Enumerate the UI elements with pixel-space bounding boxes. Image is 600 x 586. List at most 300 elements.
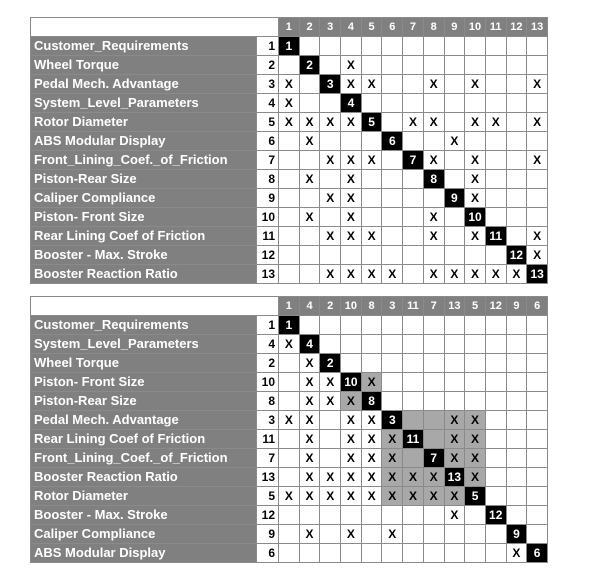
column-header-row [31,18,548,37]
matrix-cell [403,189,424,208]
matrix-cell [299,316,320,335]
dependency-mark: X [341,449,362,468]
dependency-mark: X [382,525,403,544]
dependency-mark: X [299,170,320,189]
row-number: 7 [257,151,279,170]
matrix-cell [527,189,548,208]
row-number: 11 [257,227,279,246]
row-number: 3 [257,411,279,430]
matrix-cell [506,335,527,354]
matrix-row [31,113,548,132]
matrix-row [31,392,548,411]
matrix-cell [320,94,341,113]
dependency-mark: X [465,75,486,94]
diagonal-cell: 13 [444,468,465,487]
row-parameter-name: Rear Lining Coef of Friction [31,227,257,246]
dependency-mark: X [279,94,300,113]
matrix-cell [423,37,444,56]
matrix-cell [465,56,486,75]
row-number: 2 [257,354,279,373]
matrix-cell [403,208,424,227]
row-parameter-name: Piston-Rear Size [31,170,257,189]
row-parameter-name: System_Level_Parameters [31,335,257,354]
row-parameter-name: Piston-Rear Size [31,392,257,411]
matrix-row [31,75,548,94]
matrix-cell [320,170,341,189]
dependency-mark: X [341,56,362,75]
matrix-cell [403,506,424,525]
matrix-cell [279,132,300,151]
dependency-mark: X [361,265,382,284]
matrix-cell [506,113,527,132]
row-parameter-name: Pedal Mech. Advantage [31,411,257,430]
dependency-mark: X [527,246,548,265]
dependency-mark: X [423,265,444,284]
matrix-row [31,316,548,335]
matrix-cell [403,449,424,468]
column-header: 4 [341,18,362,37]
matrix-row [31,487,548,506]
row-parameter-name: ABS Modular Display [31,544,257,563]
matrix-cell [279,56,300,75]
matrix-cell [382,506,403,525]
matrix-cell [444,544,465,563]
dependency-mark: X [527,151,548,170]
matrix-cell [485,189,506,208]
matrix-cell [403,170,424,189]
matrix-cell [279,449,300,468]
matrix-row [31,354,548,373]
matrix-cell [527,170,548,189]
column-header: 9 [444,18,465,37]
matrix-row [31,208,548,227]
dependency-mark: X [299,208,320,227]
matrix-row [31,246,548,265]
matrix-cell [506,373,527,392]
dependency-mark: X [361,449,382,468]
matrix-cell [403,37,424,56]
matrix-cell [320,544,341,563]
matrix-cell [444,37,465,56]
dependency-mark: X [382,265,403,284]
matrix-cell [527,392,548,411]
row-number: 2 [257,56,279,75]
dsm-matrix-original [30,17,548,284]
matrix-cell [341,316,362,335]
column-header: 1 [279,18,300,37]
row-parameter-name: Caliper Compliance [31,525,257,544]
matrix-cell [279,189,300,208]
matrix-cell [527,316,548,335]
row-number: 9 [257,525,279,544]
matrix-cell [403,316,424,335]
matrix-row [31,506,548,525]
diagonal-cell: 7 [403,151,424,170]
dependency-mark: X [382,449,403,468]
dependency-mark: X [279,411,300,430]
matrix-cell [527,468,548,487]
row-number: 5 [257,113,279,132]
row-number: 8 [257,392,279,411]
row-parameter-name: Rotor Diameter [31,487,257,506]
matrix-cell [279,170,300,189]
row-number: 9 [257,189,279,208]
matrix-row [31,37,548,56]
diagonal-cell: 3 [320,75,341,94]
dependency-mark: X [527,227,548,246]
matrix-cell [382,335,403,354]
dependency-mark: X [423,75,444,94]
dependency-mark: X [279,335,300,354]
row-parameter-name: Front_Lining_Coef._of_Friction [31,449,257,468]
matrix-cell [506,208,527,227]
dependency-mark: X [423,227,444,246]
matrix-row [31,189,548,208]
matrix-cell [361,189,382,208]
matrix-cell [527,506,548,525]
row-parameter-name: Wheel Torque [31,354,257,373]
dependency-mark: X [485,265,506,284]
matrix-cell [299,189,320,208]
dependency-mark: X [527,113,548,132]
dependency-mark: X [320,373,341,392]
matrix-cell [444,354,465,373]
matrix-cell [382,189,403,208]
matrix-cell [361,316,382,335]
row-parameter-name: Caliper Compliance [31,189,257,208]
matrix-cell [299,265,320,284]
matrix-cell [279,208,300,227]
column-header: 5 [361,18,382,37]
matrix-cell [403,335,424,354]
matrix-cell [382,56,403,75]
diagonal-cell: 10 [341,373,362,392]
matrix-cell [485,468,506,487]
matrix-cell [403,227,424,246]
dependency-mark: X [341,170,362,189]
matrix-cell [485,94,506,113]
matrix-cell [506,487,527,506]
matrix-cell [361,506,382,525]
matrix-cell [320,506,341,525]
matrix-cell [279,468,300,487]
column-header: 3 [320,18,341,37]
column-header: 6 [527,297,548,316]
dependency-mark: X [444,487,465,506]
dependency-mark: X [299,373,320,392]
matrix-cell [506,56,527,75]
matrix-row [31,411,548,430]
matrix-cell [320,430,341,449]
matrix-cell [423,373,444,392]
column-header: 8 [423,18,444,37]
dependency-mark: X [320,227,341,246]
row-parameter-name: Piston- Front Size [31,208,257,227]
matrix-cell [527,208,548,227]
dependency-mark: X [299,392,320,411]
matrix-cell [320,37,341,56]
dependency-mark: X [465,151,486,170]
diagonal-cell: 8 [361,392,382,411]
row-number: 5 [257,487,279,506]
dependency-mark: X [341,411,362,430]
diagonal-cell: 3 [382,411,403,430]
dependency-mark: X [299,430,320,449]
dependency-mark: X [382,487,403,506]
matrix-cell [382,208,403,227]
dependency-mark: X [299,449,320,468]
matrix-row [31,56,548,75]
dependency-mark: X [423,208,444,227]
row-number: 12 [257,246,279,265]
dsm-matrix-clustered [30,296,548,563]
matrix-cell [527,132,548,151]
matrix-cell [299,37,320,56]
matrix-cell [485,132,506,151]
diagonal-cell: 4 [341,94,362,113]
matrix-cell [403,392,424,411]
row-parameter-name: Wheel Torque [31,56,257,75]
matrix-cell [423,56,444,75]
row-number: 10 [257,373,279,392]
matrix-row [31,525,548,544]
matrix-cell [320,56,341,75]
matrix-cell [465,544,486,563]
matrix-cell [506,94,527,113]
matrix-cell [382,94,403,113]
matrix-cell [527,354,548,373]
matrix-cell [485,316,506,335]
dependency-mark: X [465,265,486,284]
matrix-cell [485,411,506,430]
matrix-cell [423,544,444,563]
matrix-cell [361,170,382,189]
diagonal-cell: 9 [444,189,465,208]
matrix-cell [527,487,548,506]
matrix-cell [403,246,424,265]
dependency-mark: X [465,170,486,189]
matrix-cell [506,189,527,208]
dependency-mark: X [299,132,320,151]
row-parameter-name: Rotor Diameter [31,113,257,132]
matrix-cell [506,132,527,151]
matrix-cell [403,544,424,563]
matrix-cell [361,208,382,227]
row-parameter-name: Front_Lining_Coef._of_Friction [31,151,257,170]
column-header: 5 [465,297,486,316]
matrix-cell [485,544,506,563]
matrix-cell [485,354,506,373]
matrix-cell [299,506,320,525]
matrix-cell [485,170,506,189]
row-number: 10 [257,208,279,227]
matrix-cell [465,392,486,411]
matrix-cell [444,151,465,170]
matrix-cell [465,354,486,373]
matrix-cell [485,208,506,227]
matrix-cell [506,468,527,487]
row-number: 4 [257,335,279,354]
matrix-cell [444,392,465,411]
dependency-mark: X [361,227,382,246]
row-number: 8 [257,170,279,189]
matrix-cell [403,94,424,113]
row-number: 11 [257,430,279,449]
matrix-cell [485,151,506,170]
diagonal-cell: 6 [382,132,403,151]
dependency-mark: X [341,430,362,449]
matrix-cell [320,132,341,151]
row-parameter-name: Rear Lining Coef of Friction [31,430,257,449]
matrix-cell [361,56,382,75]
matrix-cell [341,335,362,354]
dependency-mark: X [341,468,362,487]
dependency-mark: X [341,265,362,284]
matrix-cell [403,132,424,151]
column-header: 6 [382,18,403,37]
matrix-cell [403,525,424,544]
dependency-mark: X [506,265,527,284]
dependency-mark: X [403,468,424,487]
dependency-mark: X [341,75,362,94]
matrix-cell [527,37,548,56]
dependency-mark: X [527,75,548,94]
dependency-mark: X [506,544,527,563]
matrix-cell [444,170,465,189]
matrix-cell [465,373,486,392]
dependency-mark: X [279,113,300,132]
matrix-cell [506,37,527,56]
matrix-row [31,170,548,189]
dependency-mark: X [361,75,382,94]
matrix-row [31,468,548,487]
matrix-cell [382,544,403,563]
dependency-mark: X [465,430,486,449]
matrix-row [31,132,548,151]
row-number: 3 [257,75,279,94]
matrix-cell [444,227,465,246]
matrix-cell [361,94,382,113]
matrix-cell [382,170,403,189]
dependency-mark: X [465,449,486,468]
matrix-cell [506,151,527,170]
dependency-mark: X [361,487,382,506]
column-header: 3 [382,297,403,316]
matrix-cell [279,544,300,563]
column-header-row [31,297,548,316]
diagonal-cell: 11 [403,430,424,449]
matrix-cell [361,335,382,354]
row-parameter-name: ABS Modular Display [31,132,257,151]
matrix-cell [506,449,527,468]
matrix-cell [299,94,320,113]
matrix-cell [423,316,444,335]
matrix-cell [361,354,382,373]
matrix-cell [485,56,506,75]
matrix-cell [506,354,527,373]
column-header: 11 [485,18,506,37]
matrix-corner [31,18,279,37]
column-header: 7 [403,18,424,37]
matrix-cell [320,246,341,265]
matrix-cell [403,265,424,284]
matrix-cell [485,430,506,449]
matrix-cell [382,354,403,373]
matrix-cell [361,544,382,563]
column-header: 12 [506,18,527,37]
matrix-cell [299,151,320,170]
dependency-mark: X [382,430,403,449]
matrix-cell [465,525,486,544]
matrix-cell [423,335,444,354]
row-number: 6 [257,544,279,563]
matrix-row [31,94,548,113]
dependency-mark: X [465,411,486,430]
dependency-mark: X [444,449,465,468]
column-header: 11 [403,297,424,316]
dependency-mark: X [341,189,362,208]
dependency-mark: X [465,113,486,132]
column-header: 7 [423,297,444,316]
matrix-row [31,449,548,468]
dependency-mark: X [465,189,486,208]
matrix-row [31,430,548,449]
row-parameter-name: Piston- Front Size [31,373,257,392]
matrix-cell [299,75,320,94]
matrix-cell [299,544,320,563]
matrix-cell [465,246,486,265]
dependency-mark: X [341,487,362,506]
diagonal-cell: 10 [465,208,486,227]
matrix-cell [506,75,527,94]
matrix-cell [361,37,382,56]
diagonal-cell: 7 [423,449,444,468]
matrix-cell [279,354,300,373]
dependency-mark: X [403,113,424,132]
dependency-mark: X [382,468,403,487]
matrix-cell [465,506,486,525]
dependency-mark: X [444,506,465,525]
matrix-cell [279,392,300,411]
matrix-cell [485,392,506,411]
matrix-cell [361,525,382,544]
matrix-cell [485,373,506,392]
matrix-row [31,227,548,246]
dependency-mark: X [444,411,465,430]
column-header: 12 [485,297,506,316]
matrix-cell [527,449,548,468]
matrix-cell [444,246,465,265]
matrix-cell [465,94,486,113]
matrix-cell [320,208,341,227]
matrix-cell [320,335,341,354]
dependency-mark: X [341,208,362,227]
matrix-cell [423,354,444,373]
dependency-mark: X [320,189,341,208]
diagonal-cell: 4 [299,335,320,354]
dependency-mark: X [403,487,424,506]
matrix-cell [485,246,506,265]
matrix-cell [444,208,465,227]
dependency-mark: X [320,151,341,170]
row-parameter-name: Booster - Max. Stroke [31,506,257,525]
matrix-cell [320,449,341,468]
diagonal-cell: 6 [527,544,548,563]
matrix-cell [527,525,548,544]
dependency-mark: X [341,525,362,544]
matrix-cell [341,246,362,265]
column-header: 8 [361,297,382,316]
